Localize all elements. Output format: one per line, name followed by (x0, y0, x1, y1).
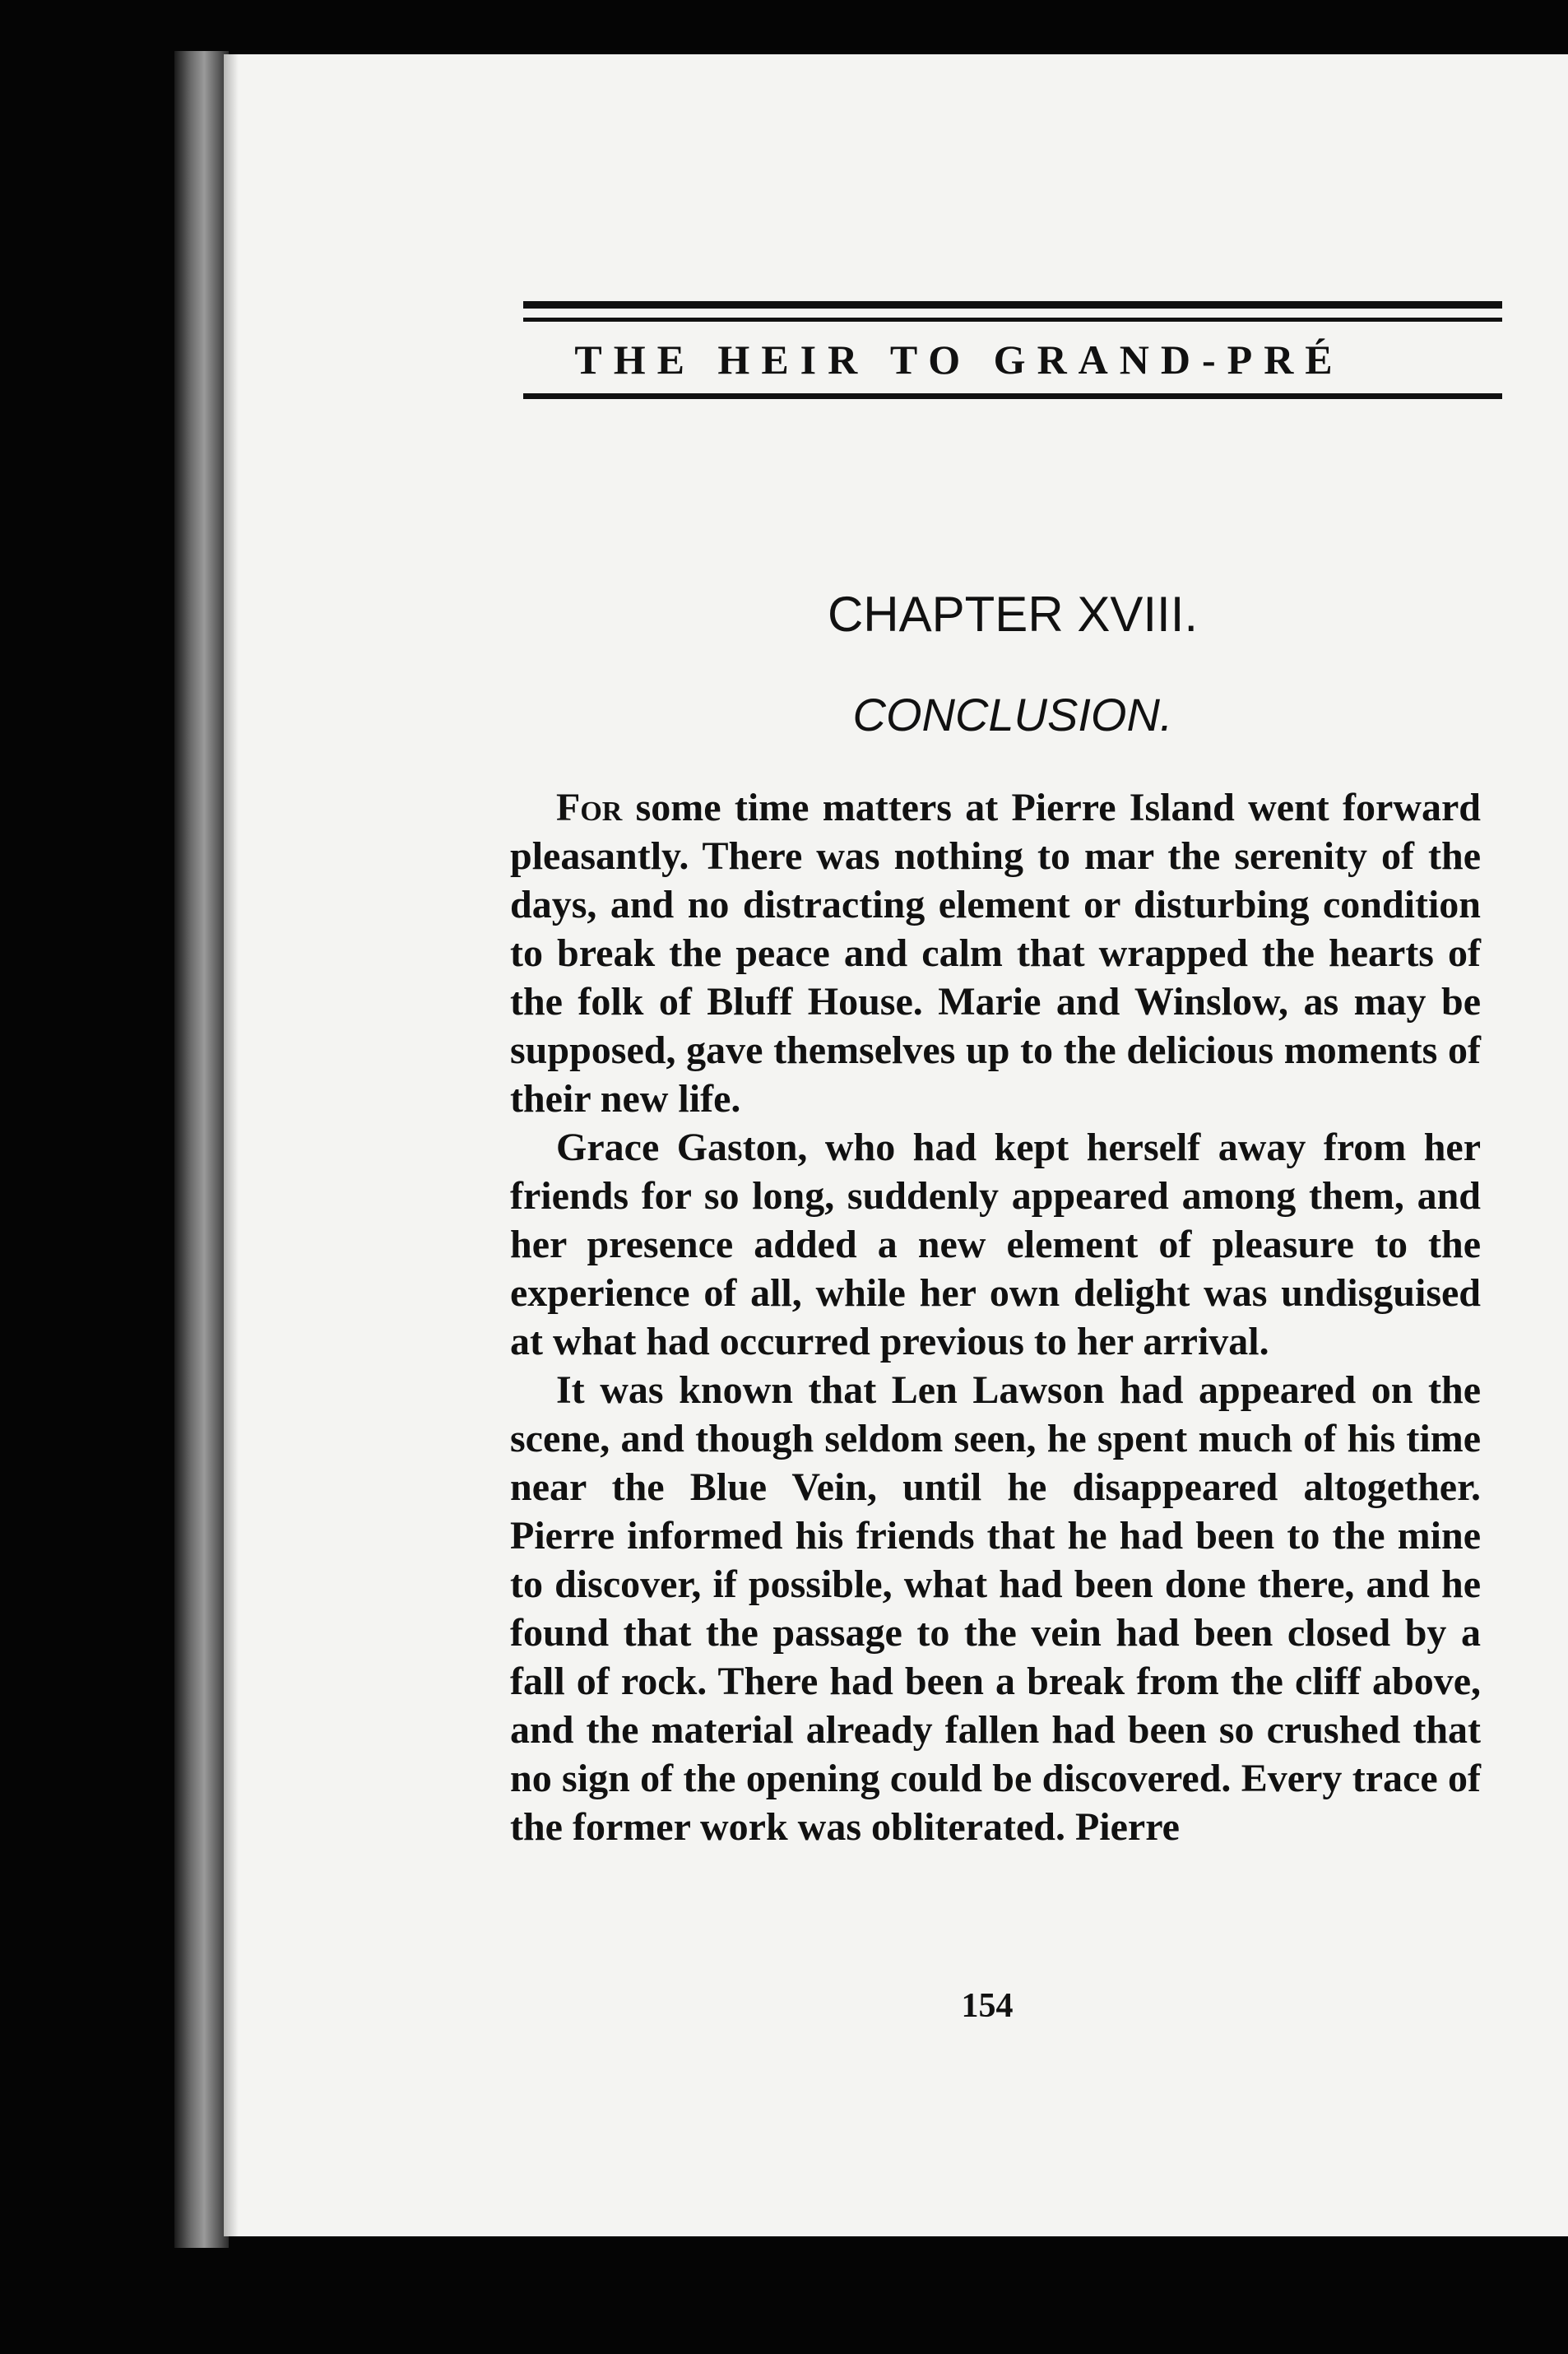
paragraph-2: Grace Gaston, who had kept herself away from her friends for so long, suddenly appeared among them, and her presence added a new element of pleasure to the experience of all, while her own delight was undisguised at what had occurred previous to her arrival. (510, 1126, 1481, 1363)
page-number: 154 (961, 1987, 1014, 2025)
chapter-title: CONCLUSION. (852, 689, 1173, 741)
paragraph-3: It was known that Len Lawson had appeared on the scene, and though seldom seen, he spent much of his time near the Blue Vein, until he disappeared altogether. Pierre informed his friends that he had been to the mine to discover, if possible, what had been done there, and he found that the passage to the vein had been closed by a fall of rock. There had been a break from the cliff above, and the material already fallen had been so crushed that no sign of the opening could be discovered. Every trace of the former work was obliterated. Pierre (510, 1368, 1481, 1849)
paragraph-1 (510, 783, 1481, 1123)
book-spine (174, 51, 229, 2248)
body-text (510, 783, 1481, 1851)
running-head (523, 301, 1502, 416)
paragraph-1-text: some time matters at Pierre Island went forward pleasantly. There was nothing to mar the serenity of the days, and no distracting element or disturbing condition to break the peace and calm that wrapped the hearts of the folk of Bluff House. Marie and Winslow, as may be supposed, gave themselves up to the delicious moments of their new life. (510, 786, 1481, 1121)
running-title: THE HEIR TO GRAND-PRÉ (574, 337, 1344, 383)
header-rule-top-thin (523, 318, 1502, 322)
chapter-number: CHAPTER XVIII. (827, 587, 1199, 642)
page-gutter-shadow (224, 54, 239, 2236)
header-rule-bottom (523, 393, 1502, 399)
opening-word: For (556, 786, 623, 829)
header-rule-top (523, 301, 1502, 309)
